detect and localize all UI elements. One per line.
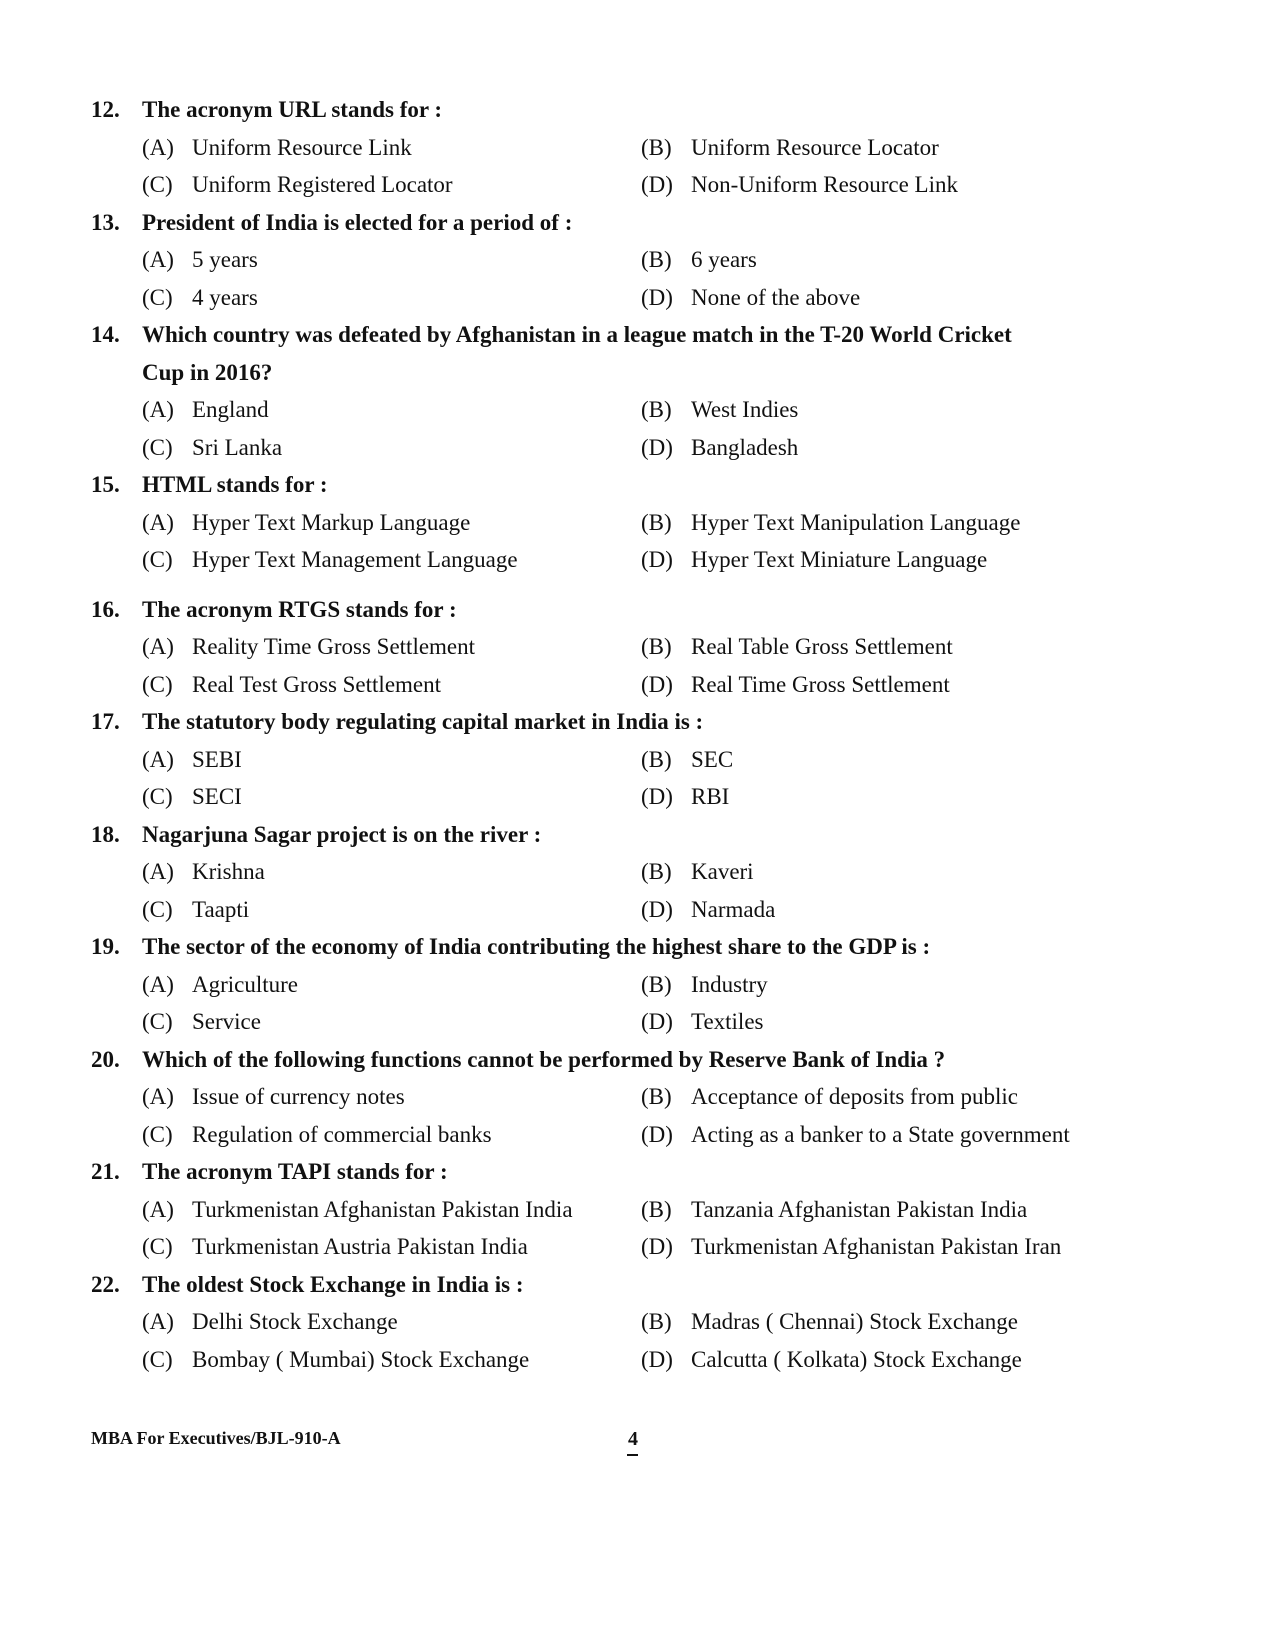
option-letter: (A) xyxy=(142,134,174,160)
option-text: Hyper Text Miniature Language xyxy=(691,547,988,572)
option-letter: (B) xyxy=(641,634,672,659)
question-number: 17. xyxy=(91,709,120,734)
option-text: Turkmenistan Austria Pakistan India xyxy=(192,1234,528,1259)
option-text: Delhi Stock Exchange xyxy=(192,1309,398,1334)
option-letter: (D) xyxy=(641,434,673,460)
question-stem xyxy=(0,316,1275,391)
option-text: Uniform Registered Locator xyxy=(192,172,453,197)
option-letter: (D) xyxy=(641,547,673,572)
options-row xyxy=(0,1003,1275,1041)
option-text: Agriculture xyxy=(192,971,299,997)
footer-paper-code: MBA For Executives/BJL-910-A xyxy=(91,1428,341,1448)
option-text: Uniform Resource Link xyxy=(192,134,412,160)
question-text: HTML stands for : xyxy=(142,472,328,497)
option-text: SECI xyxy=(192,784,242,809)
question-item xyxy=(0,816,1275,929)
option-text: Turkmenistan Afghanistan Pakistan Iran xyxy=(691,1234,1062,1259)
question-item xyxy=(0,91,1275,204)
option-letter: (C) xyxy=(142,896,173,922)
question-number: 20. xyxy=(91,1046,120,1072)
option-text: None of the above xyxy=(691,284,861,310)
question-text: President of India is elected for a period of : xyxy=(142,209,573,235)
option-letter: (B) xyxy=(641,859,672,884)
question-stem xyxy=(0,466,1275,504)
options-row xyxy=(0,1341,1275,1379)
question-number: 12. xyxy=(91,97,120,122)
option-letter: (C) xyxy=(142,284,173,310)
option-letter: (B) xyxy=(641,397,672,422)
option-letter: (D) xyxy=(641,284,673,310)
option-text: Krishna xyxy=(192,859,265,884)
option-letter: (A) xyxy=(142,859,174,884)
option-letter: (A) xyxy=(142,247,174,272)
option-text: Textiles xyxy=(691,1009,764,1034)
question-number: 13. xyxy=(91,209,120,235)
option-letter: (B) xyxy=(641,134,672,160)
option-text: Calcutta ( Kolkata) Stock Exchange xyxy=(691,1346,1022,1372)
question-item xyxy=(0,703,1275,816)
question-text: The acronym TAPI stands for : xyxy=(142,1159,448,1184)
question-item xyxy=(0,1153,1275,1266)
option-letter: (B) xyxy=(641,1084,672,1109)
option-letter: (D) xyxy=(641,671,673,697)
question-text: The acronym URL stands for : xyxy=(142,97,443,122)
option-text: Real Table Gross Settlement xyxy=(691,634,953,659)
option-text: Industry xyxy=(691,971,768,997)
options-row xyxy=(0,891,1275,929)
question-item xyxy=(0,466,1275,579)
option-text: 4 years xyxy=(192,284,258,310)
question-stem xyxy=(0,816,1275,854)
option-letter: (C) xyxy=(142,1121,173,1147)
option-text: England xyxy=(192,397,269,422)
option-text: Issue of currency notes xyxy=(192,1084,405,1109)
options-row xyxy=(0,1303,1275,1341)
option-letter: (A) xyxy=(142,634,174,659)
option-text: Sri Lanka xyxy=(192,434,283,460)
option-letter: (B) xyxy=(641,1196,672,1222)
option-text: Madras ( Chennai) Stock Exchange xyxy=(691,1309,1019,1334)
option-letter: (A) xyxy=(142,971,174,997)
option-letter: (C) xyxy=(142,1009,173,1034)
option-text: Non-Uniform Resource Link xyxy=(691,172,958,197)
option-letter: (D) xyxy=(641,172,673,197)
question-item xyxy=(0,928,1275,1041)
option-letter: (C) xyxy=(142,434,173,460)
options-row xyxy=(0,1228,1275,1266)
question-stem xyxy=(0,928,1275,966)
option-letter: (D) xyxy=(641,1346,673,1372)
question-stem xyxy=(0,91,1275,129)
question-text: The statutory body regulating capital market in India is : xyxy=(142,709,704,734)
spacer xyxy=(0,579,1275,591)
options-row xyxy=(0,279,1275,317)
option-text: Real Time Gross Settlement xyxy=(691,671,950,697)
page-number-underline xyxy=(627,1454,638,1456)
option-letter: (C) xyxy=(142,784,173,809)
option-letter: (D) xyxy=(641,1121,673,1147)
option-letter: (B) xyxy=(641,971,672,997)
option-text: Hyper Text Management Language xyxy=(192,547,518,572)
option-letter: (B) xyxy=(641,509,672,535)
question-stem xyxy=(0,1041,1275,1079)
option-letter: (A) xyxy=(142,509,174,535)
options-row xyxy=(0,504,1275,542)
options-row xyxy=(0,391,1275,429)
option-text: West Indies xyxy=(691,397,799,422)
option-text: RBI xyxy=(691,784,730,809)
option-letter: (A) xyxy=(142,1084,174,1109)
option-text: SEBI xyxy=(192,746,242,772)
option-text: Turkmenistan Afghanistan Pakistan India xyxy=(192,1196,573,1222)
question-number: 22. xyxy=(91,1271,120,1297)
option-text: 5 years xyxy=(192,247,258,272)
option-text: Narmada xyxy=(691,896,776,922)
options-row xyxy=(0,541,1275,579)
option-letter: (B) xyxy=(641,746,672,772)
options-row xyxy=(0,429,1275,467)
option-letter: (B) xyxy=(641,1309,672,1334)
options-row xyxy=(0,741,1275,779)
option-text: Acceptance of deposits from public xyxy=(691,1084,1018,1109)
option-text: Real Test Gross Settlement xyxy=(192,671,442,697)
option-letter: (D) xyxy=(641,1234,673,1259)
option-letter: (D) xyxy=(641,784,673,809)
question-number: 16. xyxy=(91,596,120,622)
question-item xyxy=(0,204,1275,317)
option-letter: (D) xyxy=(641,1009,673,1034)
question-stem xyxy=(0,1153,1275,1191)
options-row xyxy=(0,241,1275,279)
question-item xyxy=(0,591,1275,704)
option-letter: (A) xyxy=(142,746,174,772)
page-number: 4 xyxy=(628,1428,638,1450)
option-text: Hyper Text Manipulation Language xyxy=(691,509,1021,535)
options-row xyxy=(0,666,1275,704)
option-letter: (C) xyxy=(142,671,173,697)
question-text: Nagarjuna Sagar project is on the river : xyxy=(142,821,542,847)
options-row xyxy=(0,1191,1275,1229)
option-text: Regulation of commercial banks xyxy=(192,1121,492,1147)
option-text: Tanzania Afghanistan Pakistan India xyxy=(691,1196,1028,1222)
option-letter: (B) xyxy=(641,247,672,272)
question-number: 15. xyxy=(91,472,120,497)
option-text: 6 years xyxy=(691,247,757,272)
options-row xyxy=(0,1116,1275,1154)
options-row xyxy=(0,628,1275,666)
option-text: Uniform Resource Locator xyxy=(691,134,939,160)
option-text: Service xyxy=(192,1009,261,1034)
option-letter: (C) xyxy=(142,1234,173,1259)
option-letter: (C) xyxy=(142,547,173,572)
option-letter: (C) xyxy=(142,172,173,197)
options-row xyxy=(0,1078,1275,1116)
option-letter: (C) xyxy=(142,1346,173,1372)
question-number: 14. xyxy=(91,322,120,347)
option-text: Kaveri xyxy=(691,859,754,884)
option-text: SEC xyxy=(691,746,734,772)
option-text: Taapti xyxy=(192,896,250,922)
question-list xyxy=(0,91,1275,1378)
options-row xyxy=(0,853,1275,891)
option-text: Reality Time Gross Settlement xyxy=(192,634,476,659)
question-text: The oldest Stock Exchange in India is : xyxy=(142,1271,524,1297)
option-text: Hyper Text Markup Language xyxy=(192,509,471,535)
question-item xyxy=(0,1266,1275,1379)
option-text: Acting as a banker to a State government xyxy=(691,1121,1070,1147)
question-stem xyxy=(0,204,1275,242)
question-stem xyxy=(0,703,1275,741)
option-letter: (A) xyxy=(142,1309,174,1334)
option-text: Bombay ( Mumbai) Stock Exchange xyxy=(192,1346,530,1372)
options-row xyxy=(0,166,1275,204)
question-number: 19. xyxy=(91,934,120,959)
question-text: The sector of the economy of India contributing the highest share to the GDP is : xyxy=(142,934,931,959)
question-number: 21. xyxy=(91,1159,120,1184)
question-stem xyxy=(0,591,1275,629)
question-text: The acronym RTGS stands for : xyxy=(142,596,457,622)
question-stem xyxy=(0,1266,1275,1304)
option-letter: (D) xyxy=(641,896,673,922)
question-text: Which of the following functions cannot be performed by Reserve Bank of India ? xyxy=(142,1046,946,1072)
question-item xyxy=(0,1041,1275,1154)
options-row xyxy=(0,129,1275,167)
option-letter: (A) xyxy=(142,397,174,422)
options-row xyxy=(0,966,1275,1004)
question-text: Which country was defeated by Afghanistan in a league match in the T-20 World Cricket Cup in 2016? xyxy=(142,322,1012,385)
option-letter: (A) xyxy=(142,1196,174,1222)
options-row xyxy=(0,778,1275,816)
question-item xyxy=(0,316,1275,466)
question-number: 18. xyxy=(91,821,120,847)
option-text: Bangladesh xyxy=(691,434,799,460)
